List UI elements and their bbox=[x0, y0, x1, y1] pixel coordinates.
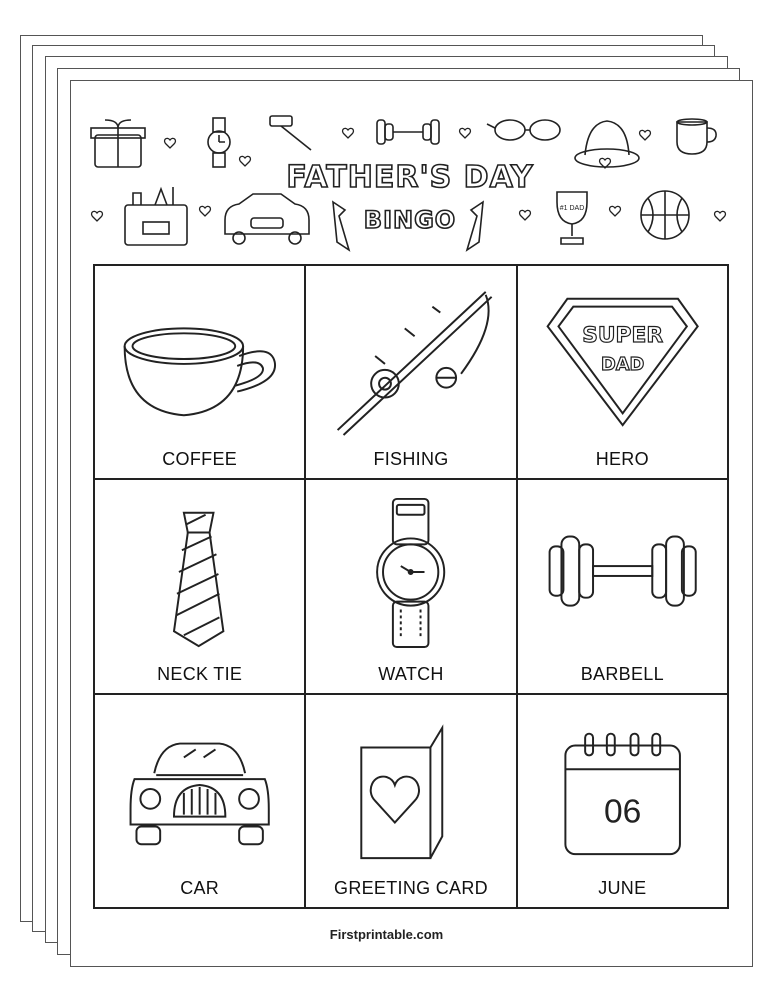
header-banner bbox=[85, 110, 735, 260]
svg-text:#1 DAD: #1 DAD bbox=[559, 205, 585, 212]
bingo-cell-hero[interactable] bbox=[517, 265, 728, 479]
barbell-icon bbox=[377, 120, 439, 144]
barbell-icon bbox=[518, 480, 727, 665]
bingo-cell-barbell[interactable] bbox=[517, 479, 728, 693]
mug-icon bbox=[677, 119, 716, 154]
bingo-cell-june[interactable] bbox=[517, 694, 728, 908]
title-fathers-day: FATHER'S DAY bbox=[286, 160, 534, 195]
cell-label: FISHING bbox=[373, 449, 449, 470]
bingo-cell-car[interactable] bbox=[94, 694, 305, 908]
title-bingo: BINGO bbox=[363, 206, 457, 234]
cell-label: COFFEE bbox=[162, 449, 238, 470]
cell-label: BARBELL bbox=[580, 663, 664, 684]
cell-label: GREETING CARD bbox=[334, 877, 488, 898]
cell-label: WATCH bbox=[378, 663, 444, 684]
bingo-cell-coffee[interactable] bbox=[94, 265, 305, 479]
cell-label: NECK TIE bbox=[157, 663, 243, 684]
cell-label: JUNE bbox=[598, 877, 647, 898]
badge-text-super: SUPER bbox=[581, 323, 663, 349]
super-dad-badge-icon bbox=[518, 266, 727, 451]
neck-tie-icon bbox=[95, 480, 304, 665]
badge-text-dad: DAD bbox=[600, 354, 644, 375]
cell-label: CAR bbox=[180, 877, 220, 898]
bingo-grid bbox=[93, 264, 729, 909]
calendar-date: 06 bbox=[603, 793, 641, 831]
calendar-icon bbox=[518, 695, 727, 880]
bingo-cell-fishing[interactable] bbox=[305, 265, 516, 479]
footer-site-url[interactable]: Firstprintable.com bbox=[329, 927, 444, 942]
wristwatch-icon bbox=[306, 480, 515, 665]
greeting-card-icon bbox=[306, 695, 515, 880]
coffee-cup-icon bbox=[95, 266, 304, 451]
hammer-icon bbox=[270, 116, 311, 150]
cell-label: HERO bbox=[595, 449, 649, 470]
bingo-cell-neck-tie[interactable] bbox=[94, 479, 305, 693]
car-icon bbox=[95, 695, 304, 880]
bingo-cell-watch[interactable] bbox=[305, 479, 516, 693]
bingo-cell-greeting-card[interactable] bbox=[305, 694, 516, 908]
glasses-icon bbox=[487, 120, 560, 140]
fishing-rod-icon bbox=[306, 266, 515, 451]
